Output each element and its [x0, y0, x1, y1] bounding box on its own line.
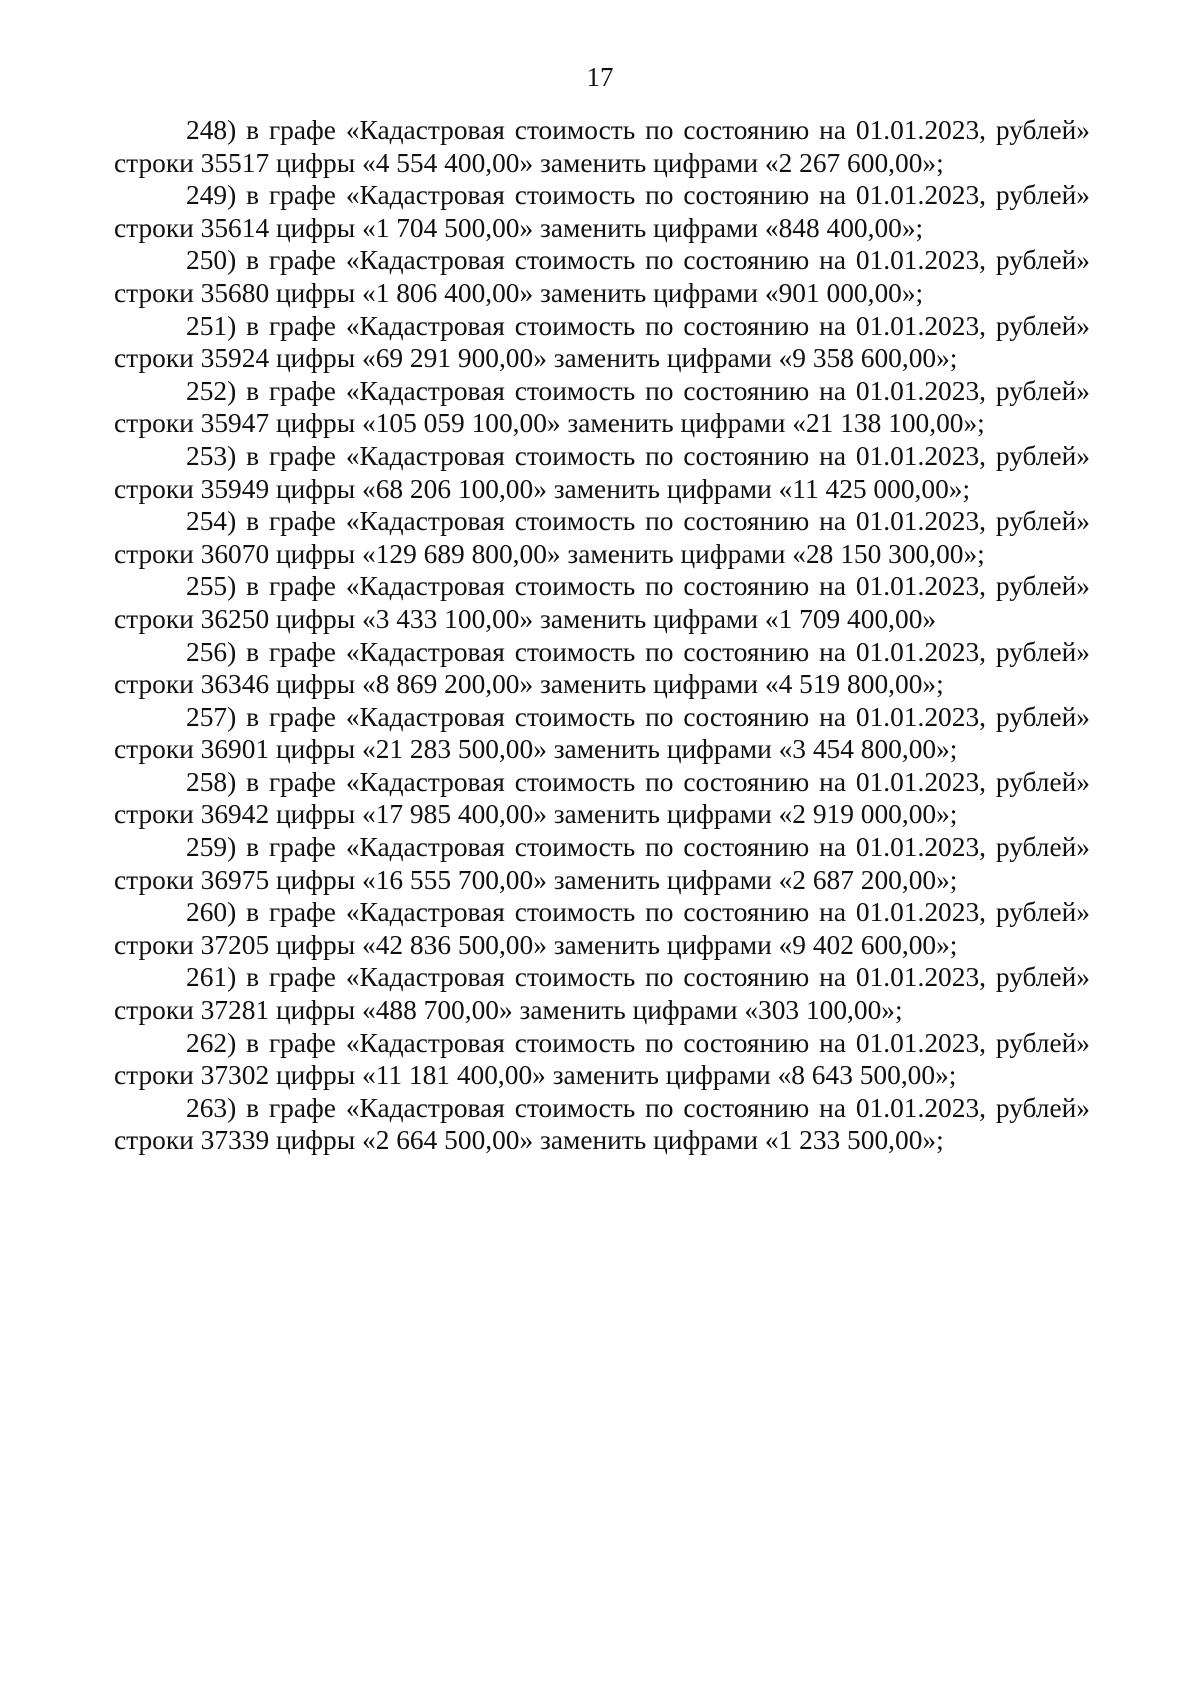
list-item: 251) в графе «Кадастровая стоимость по состоянию на 01.01.2023, рублей» строки 35924 цифры «69 291 900,00» заменить цифрами «9 358 600,00»;: [114, 310, 1090, 374]
list-item: 262) в графе «Кадастровая стоимость по состоянию на 01.01.2023, рублей» строки 37302 цифры «11 181 400,00» заменить цифрами «8 643 500,00»;: [114, 1027, 1090, 1091]
page-number: 17: [586, 62, 614, 92]
list-item: 249) в графе «Кадастровая стоимость по состоянию на 01.01.2023, рублей» строки 35614 цифры «1 704 500,00» заменить цифрами «848 400,00»;: [114, 180, 1090, 243]
list-item: 258) в графе «Кадастровая стоимость по состоянию на 01.01.2023, рублей» строки 36942 цифры «17 985 400,00» заменить цифрами «2 919 000,00»;: [114, 766, 1090, 830]
list-item: 257) в графе «Кадастровая стоимость по состоянию на 01.01.2023, рублей» строки 36901 цифры «21 283 500,00» заменить цифрами «3 454 800,00»;: [114, 701, 1090, 765]
list-item: 250) в графе «Кадастровая стоимость по состоянию на 01.01.2023, рублей» строки 35680 цифры «1 806 400,00» заменить цифрами «901 000,00»;: [114, 245, 1090, 308]
list-item: 253) в графе «Кадастровая стоимость по состоянию на 01.01.2023, рублей» строки 35949 цифры «68 206 100,00» заменить цифрами «11 425 000,00»;: [114, 440, 1090, 504]
document-body: [114, 114, 1090, 1157]
list-item: 260) в графе «Кадастровая стоимость по состоянию на 01.01.2023, рублей» строки 37205 цифры «42 836 500,00» заменить цифрами «9 402 600,00»;: [114, 897, 1090, 960]
list-item: 256) в графе «Кадастровая стоимость по состоянию на 01.01.2023, рублей» строки 36346 цифры «8 869 200,00» заменить цифрами «4 519 800,00»;: [114, 636, 1090, 700]
list-item: 255) в графе «Кадастровая стоимость по состоянию на 01.01.2023, рублей» строки 36250 цифры «3 433 100,00» заменить цифрами «1 709 400,00»: [114, 571, 1090, 634]
list-item: 254) в графе «Кадастровая стоимость по состоянию на 01.01.2023, рублей» строки 36070 цифры «129 689 800,00» заменить цифрами «28 150 300,00»;: [114, 506, 1090, 569]
list-item: 252) в графе «Кадастровая стоимость по состоянию на 01.01.2023, рублей» строки 35947 цифры «105 059 100,00» заменить цифрами «21 138 100,00»;: [114, 375, 1090, 439]
list-item: 263) в графе «Кадастровая стоимость по состоянию на 01.01.2023, рублей» строки 37339 цифры «2 664 500,00» заменить цифрами «1 233 500,00»;: [114, 1092, 1090, 1156]
list-item: 261) в графе «Кадастровая стоимость по состоянию на 01.01.2023, рублей» строки 37281 цифры «488 700,00» заменить цифрами «303 100,00»;: [114, 962, 1090, 1026]
list-item: 259) в графе «Кадастровая стоимость по состоянию на 01.01.2023, рублей» строки 36975 цифры «16 555 700,00» заменить цифрами «2 687 200,00»;: [114, 832, 1090, 895]
list-item: 248) в графе «Кадастровая стоимость по состоянию на 01.01.2023, рублей» строки 35517 цифры «4 554 400,00» заменить цифрами «2 267 600,00»;: [114, 115, 1090, 178]
